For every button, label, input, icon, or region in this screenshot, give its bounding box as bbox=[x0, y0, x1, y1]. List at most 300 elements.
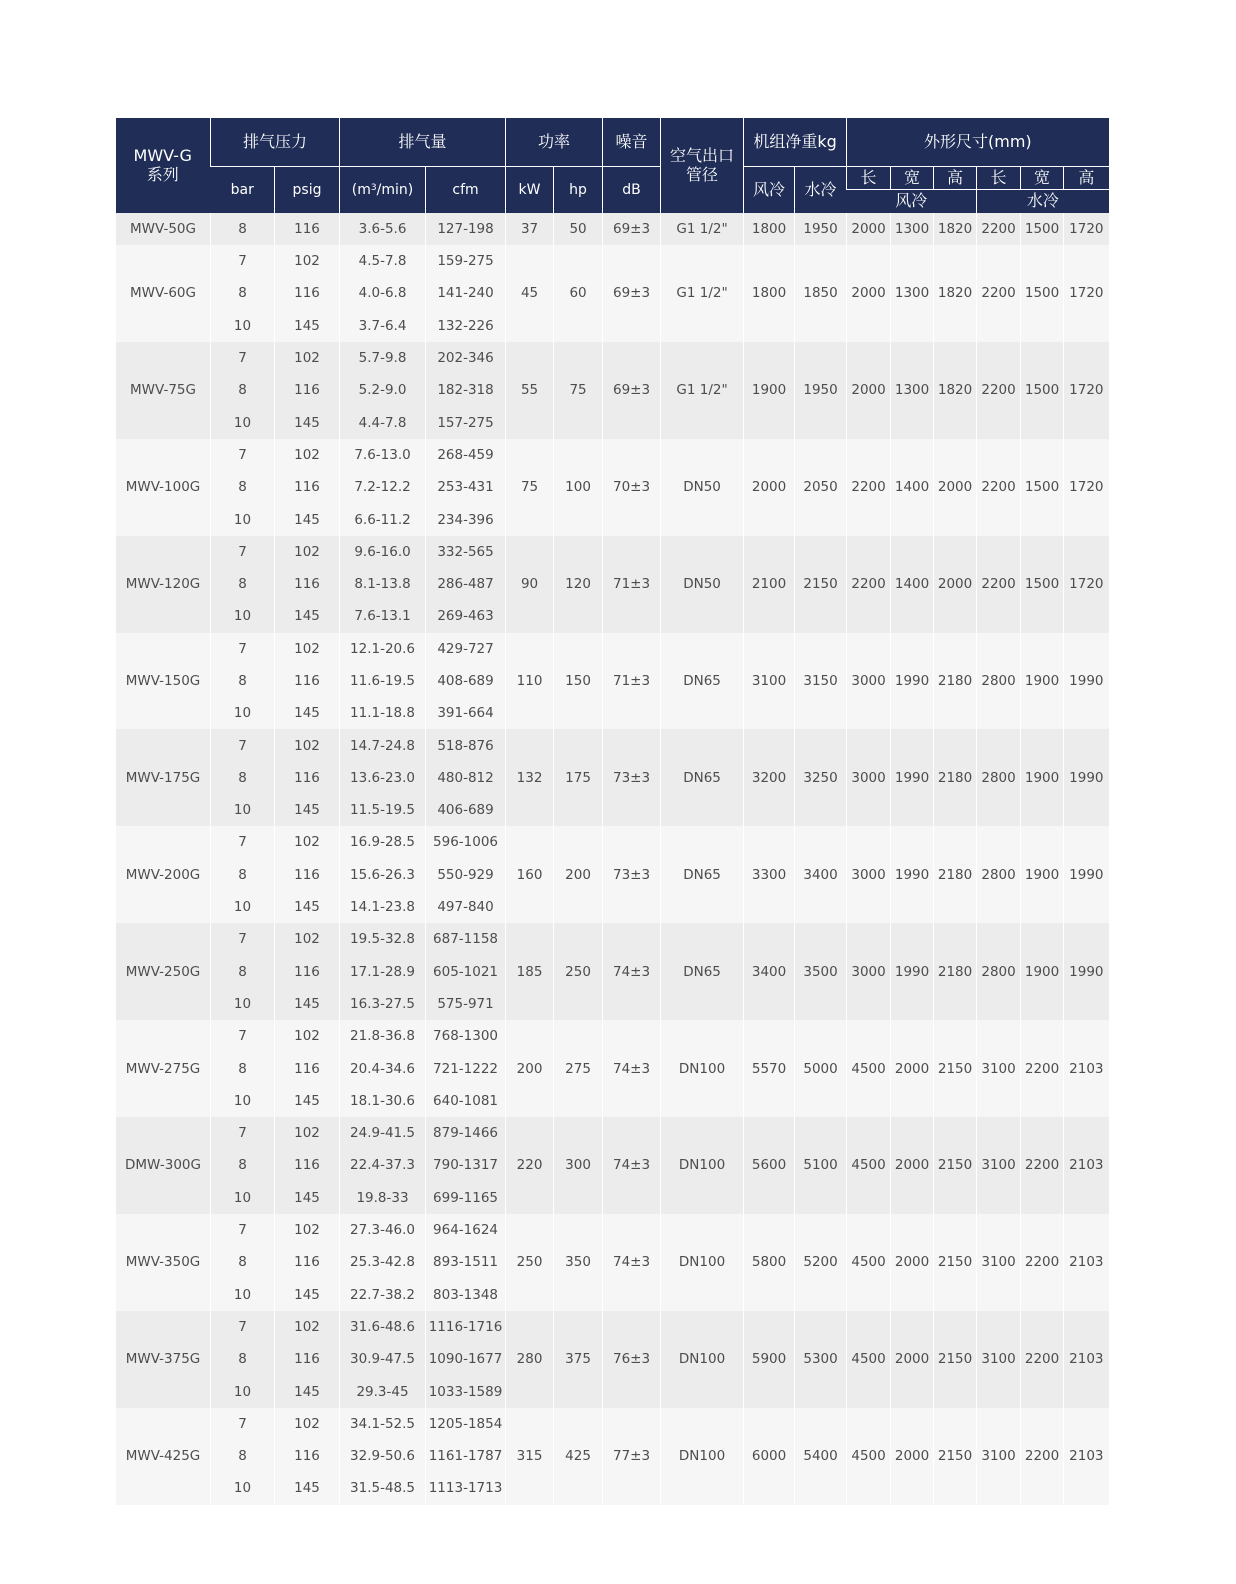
cell-kw: 90 bbox=[506, 536, 554, 633]
table-row bbox=[116, 923, 1109, 955]
cell-air-height: 2150 bbox=[934, 1214, 977, 1311]
cell-psig: 102 bbox=[275, 1020, 340, 1052]
cell-air-height: 2180 bbox=[934, 826, 977, 923]
cell-water-width: 1500 bbox=[1021, 536, 1064, 633]
flow-unit-sup: 3 bbox=[370, 182, 377, 193]
cell-air-width: 2000 bbox=[891, 1214, 934, 1311]
model-name: MWV-150G bbox=[116, 633, 211, 730]
cell-hp: 275 bbox=[554, 1020, 603, 1117]
cell-psig: 116 bbox=[275, 213, 340, 245]
model-name: MWV-375G bbox=[116, 1311, 211, 1408]
cell-flow-cfm: 1205-1854 bbox=[426, 1408, 506, 1440]
cell-air-width: 1990 bbox=[891, 633, 934, 730]
cell-noise: 71±3 bbox=[603, 633, 661, 730]
table-row bbox=[116, 439, 1109, 471]
cell-air-length: 2000 bbox=[847, 342, 891, 439]
cell-flow-cfm: 964-1624 bbox=[426, 1214, 506, 1246]
cell-flow-m3: 16.9-28.5 bbox=[340, 826, 426, 858]
cell-air-length: 2200 bbox=[847, 536, 891, 633]
cell-bar: 7 bbox=[211, 245, 275, 277]
cell-hp: 175 bbox=[554, 729, 603, 826]
cell-air-height: 2150 bbox=[934, 1117, 977, 1214]
cell-bar: 8 bbox=[211, 1149, 275, 1181]
cell-flow-m3: 8.1-13.8 bbox=[340, 568, 426, 600]
cell-kw: 45 bbox=[506, 245, 554, 342]
cell-psig: 145 bbox=[275, 1472, 340, 1504]
cell-air-height: 2180 bbox=[934, 633, 977, 730]
cell-psig: 145 bbox=[275, 1085, 340, 1117]
cell-weight-water: 5100 bbox=[795, 1117, 847, 1214]
cell-bar: 8 bbox=[211, 568, 275, 600]
cell-kw: 315 bbox=[506, 1408, 554, 1505]
model-group bbox=[116, 439, 1109, 536]
cell-bar: 7 bbox=[211, 633, 275, 665]
cell-water-height: 1990 bbox=[1064, 923, 1109, 1020]
cell-psig: 102 bbox=[275, 245, 340, 277]
cell-hp: 200 bbox=[554, 826, 603, 923]
cell-water-length: 3100 bbox=[977, 1214, 1021, 1311]
table-row bbox=[116, 633, 1109, 665]
cell-air-length: 2200 bbox=[847, 439, 891, 536]
cell-air-length: 3000 bbox=[847, 923, 891, 1020]
model-name: MWV-275G bbox=[116, 1020, 211, 1117]
cell-water-width: 2200 bbox=[1021, 1408, 1064, 1505]
cell-water-width: 1500 bbox=[1021, 439, 1064, 536]
cell-hp: 250 bbox=[554, 923, 603, 1020]
cell-psig: 116 bbox=[275, 1246, 340, 1278]
cell-flow-m3: 11.1-18.8 bbox=[340, 697, 426, 729]
cell-flow-cfm: 159-275 bbox=[426, 245, 506, 277]
cell-flow-m3: 9.6-16.0 bbox=[340, 536, 426, 568]
cell-hp: 300 bbox=[554, 1117, 603, 1214]
cell-bar: 7 bbox=[211, 1408, 275, 1440]
cell-flow-m3: 22.7-38.2 bbox=[340, 1279, 426, 1311]
cell-flow-m3: 17.1-28.9 bbox=[340, 956, 426, 988]
cell-hp: 425 bbox=[554, 1408, 603, 1505]
cell-flow-cfm: 332-565 bbox=[426, 536, 506, 568]
cell-kw: 220 bbox=[506, 1117, 554, 1214]
cell-water-width: 2200 bbox=[1021, 1214, 1064, 1311]
cell-water-length: 3100 bbox=[977, 1117, 1021, 1214]
cell-noise: 74±3 bbox=[603, 1214, 661, 1311]
header-db: dB bbox=[603, 167, 661, 214]
cell-psig: 102 bbox=[275, 923, 340, 955]
cell-air-length: 4500 bbox=[847, 1214, 891, 1311]
model-name: MWV-100G bbox=[116, 439, 211, 536]
cell-bar: 10 bbox=[211, 1472, 275, 1504]
cell-weight-water: 3150 bbox=[795, 633, 847, 730]
cell-flow-m3: 3.6-5.6 bbox=[340, 213, 426, 245]
cell-psig: 116 bbox=[275, 1343, 340, 1375]
cell-flow-cfm: 269-463 bbox=[426, 600, 506, 632]
cell-outlet: G1 1/2" bbox=[661, 213, 744, 245]
cell-water-height: 1990 bbox=[1064, 826, 1109, 923]
cell-bar: 10 bbox=[211, 1085, 275, 1117]
cell-flow-m3: 31.6-48.6 bbox=[340, 1311, 426, 1343]
header-psig: psig bbox=[275, 167, 340, 214]
cell-bar: 7 bbox=[211, 342, 275, 374]
cell-air-width: 1990 bbox=[891, 826, 934, 923]
model-group bbox=[116, 213, 1109, 245]
cell-flow-m3: 18.1-30.6 bbox=[340, 1085, 426, 1117]
header-noise: 噪音 bbox=[603, 118, 661, 167]
cell-outlet: DN50 bbox=[661, 536, 744, 633]
cell-flow-cfm: 497-840 bbox=[426, 891, 506, 923]
cell-bar: 8 bbox=[211, 277, 275, 309]
cell-water-length: 3100 bbox=[977, 1020, 1021, 1117]
cell-weight-air: 3100 bbox=[744, 633, 795, 730]
cell-bar: 10 bbox=[211, 406, 275, 438]
cell-outlet: DN65 bbox=[661, 633, 744, 730]
cell-water-length: 2200 bbox=[977, 536, 1021, 633]
header-flow-unit bbox=[340, 167, 426, 214]
cell-bar: 10 bbox=[211, 891, 275, 923]
cell-water-length: 2200 bbox=[977, 245, 1021, 342]
table-row bbox=[116, 1117, 1109, 1149]
cell-weight-air: 5800 bbox=[744, 1214, 795, 1311]
cell-flow-cfm: 1113-1713 bbox=[426, 1472, 506, 1504]
header-dim-air: 风冷 bbox=[847, 190, 977, 214]
cell-weight-water: 3250 bbox=[795, 729, 847, 826]
header-dim-water: 水冷 bbox=[977, 190, 1109, 214]
cell-flow-cfm: 268-459 bbox=[426, 439, 506, 471]
model-name: DMW-300G bbox=[116, 1117, 211, 1214]
model-name: MWV-120G bbox=[116, 536, 211, 633]
cell-noise: 73±3 bbox=[603, 729, 661, 826]
cell-weight-water: 3500 bbox=[795, 923, 847, 1020]
cell-noise: 69±3 bbox=[603, 245, 661, 342]
cell-flow-cfm: 790-1317 bbox=[426, 1149, 506, 1181]
cell-noise: 69±3 bbox=[603, 213, 661, 245]
cell-psig: 145 bbox=[275, 600, 340, 632]
table-header bbox=[116, 118, 1109, 213]
cell-water-height: 1720 bbox=[1064, 439, 1109, 536]
cell-outlet: DN65 bbox=[661, 826, 744, 923]
cell-air-height: 1820 bbox=[934, 245, 977, 342]
cell-psig: 116 bbox=[275, 1149, 340, 1181]
cell-weight-water: 2050 bbox=[795, 439, 847, 536]
cell-air-width: 2000 bbox=[891, 1117, 934, 1214]
header-power: 功率 bbox=[506, 118, 603, 167]
cell-psig: 102 bbox=[275, 1214, 340, 1246]
cell-bar: 10 bbox=[211, 988, 275, 1020]
model-group bbox=[116, 923, 1109, 1020]
header-air-length: 长 bbox=[847, 167, 891, 190]
cell-air-height: 2180 bbox=[934, 729, 977, 826]
cell-bar: 7 bbox=[211, 923, 275, 955]
cell-kw: 75 bbox=[506, 439, 554, 536]
cell-flow-cfm: 157-275 bbox=[426, 406, 506, 438]
cell-flow-cfm: 550-929 bbox=[426, 859, 506, 891]
cell-bar: 8 bbox=[211, 1052, 275, 1084]
cell-noise: 77±3 bbox=[603, 1408, 661, 1505]
header-weight-air: 风冷 bbox=[744, 167, 795, 214]
header-cfm: cfm bbox=[426, 167, 506, 214]
cell-psig: 145 bbox=[275, 1375, 340, 1407]
cell-hp: 150 bbox=[554, 633, 603, 730]
cell-noise: 74±3 bbox=[603, 923, 661, 1020]
cell-weight-water: 5400 bbox=[795, 1408, 847, 1505]
cell-water-width: 1500 bbox=[1021, 342, 1064, 439]
cell-flow-cfm: 391-664 bbox=[426, 697, 506, 729]
cell-flow-cfm: 518-876 bbox=[426, 729, 506, 761]
cell-air-height: 1820 bbox=[934, 342, 977, 439]
cell-weight-air: 3400 bbox=[744, 923, 795, 1020]
cell-flow-cfm: 879-1466 bbox=[426, 1117, 506, 1149]
cell-flow-cfm: 1033-1589 bbox=[426, 1375, 506, 1407]
cell-flow-m3: 14.7-24.8 bbox=[340, 729, 426, 761]
cell-water-length: 2800 bbox=[977, 923, 1021, 1020]
cell-bar: 7 bbox=[211, 1020, 275, 1052]
cell-psig: 116 bbox=[275, 665, 340, 697]
cell-psig: 145 bbox=[275, 794, 340, 826]
cell-bar: 7 bbox=[211, 439, 275, 471]
cell-flow-cfm: 182-318 bbox=[426, 374, 506, 406]
cell-flow-m3: 30.9-47.5 bbox=[340, 1343, 426, 1375]
cell-bar: 8 bbox=[211, 665, 275, 697]
flow-unit-suffix: /min) bbox=[376, 181, 414, 198]
cell-psig: 116 bbox=[275, 1052, 340, 1084]
cell-water-height: 1720 bbox=[1064, 213, 1109, 245]
cell-bar: 8 bbox=[211, 1343, 275, 1375]
cell-flow-cfm: 596-1006 bbox=[426, 826, 506, 858]
spec-table bbox=[115, 118, 1109, 1505]
model-group bbox=[116, 633, 1109, 730]
cell-noise: 70±3 bbox=[603, 439, 661, 536]
model-group bbox=[116, 1214, 1109, 1311]
cell-psig: 145 bbox=[275, 503, 340, 535]
cell-psig: 116 bbox=[275, 1440, 340, 1472]
cell-bar: 8 bbox=[211, 213, 275, 245]
model-name: MWV-200G bbox=[116, 826, 211, 923]
header-water-width: 宽 bbox=[1021, 167, 1064, 190]
cell-water-height: 2103 bbox=[1064, 1020, 1109, 1117]
cell-weight-air: 5600 bbox=[744, 1117, 795, 1214]
cell-air-height: 2180 bbox=[934, 923, 977, 1020]
cell-water-width: 1500 bbox=[1021, 213, 1064, 245]
header-outlet: 空气出口 管径 bbox=[661, 118, 744, 213]
cell-psig: 116 bbox=[275, 762, 340, 794]
cell-psig: 116 bbox=[275, 859, 340, 891]
table-row bbox=[116, 342, 1109, 374]
cell-water-width: 2200 bbox=[1021, 1020, 1064, 1117]
cell-air-height: 2000 bbox=[934, 439, 977, 536]
cell-psig: 145 bbox=[275, 406, 340, 438]
cell-flow-m3: 4.4-7.8 bbox=[340, 406, 426, 438]
model-group bbox=[116, 1311, 1109, 1408]
cell-psig: 116 bbox=[275, 374, 340, 406]
cell-flow-m3: 24.9-41.5 bbox=[340, 1117, 426, 1149]
cell-water-height: 1720 bbox=[1064, 536, 1109, 633]
cell-bar: 10 bbox=[211, 310, 275, 342]
cell-flow-m3: 21.8-36.8 bbox=[340, 1020, 426, 1052]
cell-psig: 116 bbox=[275, 956, 340, 988]
cell-noise: 74±3 bbox=[603, 1117, 661, 1214]
cell-water-length: 2800 bbox=[977, 633, 1021, 730]
cell-psig: 145 bbox=[275, 310, 340, 342]
cell-bar: 7 bbox=[211, 729, 275, 761]
cell-flow-m3: 7.6-13.0 bbox=[340, 439, 426, 471]
flow-unit-prefix: (m bbox=[351, 181, 371, 198]
cell-water-height: 2103 bbox=[1064, 1117, 1109, 1214]
cell-air-height: 1820 bbox=[934, 213, 977, 245]
cell-flow-m3: 27.3-46.0 bbox=[340, 1214, 426, 1246]
cell-flow-m3: 5.7-9.8 bbox=[340, 342, 426, 374]
cell-weight-air: 3200 bbox=[744, 729, 795, 826]
cell-outlet: DN100 bbox=[661, 1214, 744, 1311]
model-name: MWV-50G bbox=[116, 213, 211, 245]
cell-air-width: 2000 bbox=[891, 1020, 934, 1117]
header-dimensions: 外形尺寸(mm) bbox=[847, 118, 1109, 167]
cell-bar: 8 bbox=[211, 374, 275, 406]
cell-water-length: 2800 bbox=[977, 826, 1021, 923]
table-row bbox=[116, 1214, 1109, 1246]
cell-water-width: 1900 bbox=[1021, 633, 1064, 730]
cell-bar: 10 bbox=[211, 794, 275, 826]
cell-flow-cfm: 408-689 bbox=[426, 665, 506, 697]
cell-air-width: 2000 bbox=[891, 1311, 934, 1408]
cell-flow-cfm: 575-971 bbox=[426, 988, 506, 1020]
cell-noise: 76±3 bbox=[603, 1311, 661, 1408]
cell-flow-cfm: 1161-1787 bbox=[426, 1440, 506, 1472]
cell-flow-m3: 6.6-11.2 bbox=[340, 503, 426, 535]
cell-flow-m3: 34.1-52.5 bbox=[340, 1408, 426, 1440]
model-name: MWV-350G bbox=[116, 1214, 211, 1311]
cell-air-length: 4500 bbox=[847, 1020, 891, 1117]
header-weight: 机组净重kg bbox=[744, 118, 847, 167]
cell-bar: 7 bbox=[211, 536, 275, 568]
model-group bbox=[116, 245, 1109, 342]
cell-psig: 102 bbox=[275, 439, 340, 471]
cell-bar: 8 bbox=[211, 762, 275, 794]
model-group bbox=[116, 1020, 1109, 1117]
cell-hp: 120 bbox=[554, 536, 603, 633]
cell-flow-cfm: 640-1081 bbox=[426, 1085, 506, 1117]
cell-air-length: 4500 bbox=[847, 1311, 891, 1408]
header-hp: hp bbox=[554, 167, 603, 214]
cell-weight-air: 1800 bbox=[744, 245, 795, 342]
cell-psig: 102 bbox=[275, 729, 340, 761]
cell-weight-water: 5000 bbox=[795, 1020, 847, 1117]
header-air-width: 宽 bbox=[891, 167, 934, 190]
cell-flow-m3: 7.6-13.1 bbox=[340, 600, 426, 632]
cell-bar: 7 bbox=[211, 1214, 275, 1246]
cell-flow-m3: 25.3-42.8 bbox=[340, 1246, 426, 1278]
cell-air-width: 1300 bbox=[891, 245, 934, 342]
cell-water-width: 1500 bbox=[1021, 245, 1064, 342]
cell-bar: 8 bbox=[211, 1246, 275, 1278]
cell-air-length: 3000 bbox=[847, 729, 891, 826]
header-water-height: 高 bbox=[1064, 167, 1109, 190]
cell-outlet: DN100 bbox=[661, 1020, 744, 1117]
cell-air-length: 2000 bbox=[847, 213, 891, 245]
cell-outlet: G1 1/2" bbox=[661, 245, 744, 342]
header-air-height: 高 bbox=[934, 167, 977, 190]
cell-flow-cfm: 605-1021 bbox=[426, 956, 506, 988]
cell-water-width: 1900 bbox=[1021, 923, 1064, 1020]
cell-air-height: 2150 bbox=[934, 1020, 977, 1117]
cell-flow-m3: 11.5-19.5 bbox=[340, 794, 426, 826]
cell-hp: 375 bbox=[554, 1311, 603, 1408]
cell-weight-water: 2150 bbox=[795, 536, 847, 633]
cell-outlet: DN65 bbox=[661, 729, 744, 826]
table-row bbox=[116, 729, 1109, 761]
cell-psig: 145 bbox=[275, 891, 340, 923]
cell-psig: 102 bbox=[275, 342, 340, 374]
model-name: MWV-60G bbox=[116, 245, 211, 342]
cell-flow-m3: 12.1-20.6 bbox=[340, 633, 426, 665]
cell-kw: 280 bbox=[506, 1311, 554, 1408]
model-group bbox=[116, 536, 1109, 633]
cell-weight-water: 5200 bbox=[795, 1214, 847, 1311]
cell-noise: 74±3 bbox=[603, 1020, 661, 1117]
cell-air-length: 3000 bbox=[847, 826, 891, 923]
cell-flow-cfm: 429-727 bbox=[426, 633, 506, 665]
cell-flow-m3: 15.6-26.3 bbox=[340, 859, 426, 891]
table-row bbox=[116, 536, 1109, 568]
cell-weight-air: 3300 bbox=[744, 826, 795, 923]
header-series: MWV-G 系列 bbox=[116, 118, 211, 213]
header-pressure: 排气压力 bbox=[211, 118, 340, 167]
cell-air-width: 1300 bbox=[891, 213, 934, 245]
cell-water-width: 1900 bbox=[1021, 729, 1064, 826]
header-flow: 排气量 bbox=[340, 118, 506, 167]
cell-bar: 10 bbox=[211, 1375, 275, 1407]
cell-kw: 250 bbox=[506, 1214, 554, 1311]
cell-water-length: 2200 bbox=[977, 342, 1021, 439]
cell-bar: 10 bbox=[211, 503, 275, 535]
cell-water-length: 2200 bbox=[977, 439, 1021, 536]
cell-air-length: 3000 bbox=[847, 633, 891, 730]
header-weight-water: 水冷 bbox=[795, 167, 847, 214]
model-name: MWV-75G bbox=[116, 342, 211, 439]
cell-weight-water: 5300 bbox=[795, 1311, 847, 1408]
cell-psig: 102 bbox=[275, 1408, 340, 1440]
cell-water-length: 3100 bbox=[977, 1408, 1021, 1505]
cell-air-width: 1990 bbox=[891, 923, 934, 1020]
cell-bar: 8 bbox=[211, 471, 275, 503]
cell-water-height: 1990 bbox=[1064, 729, 1109, 826]
cell-hp: 50 bbox=[554, 213, 603, 245]
cell-psig: 102 bbox=[275, 536, 340, 568]
cell-flow-m3: 32.9-50.6 bbox=[340, 1440, 426, 1472]
cell-water-height: 1720 bbox=[1064, 245, 1109, 342]
cell-outlet: G1 1/2" bbox=[661, 342, 744, 439]
cell-psig: 102 bbox=[275, 1311, 340, 1343]
cell-bar: 10 bbox=[211, 1279, 275, 1311]
cell-flow-cfm: 132-226 bbox=[426, 310, 506, 342]
cell-flow-cfm: 406-689 bbox=[426, 794, 506, 826]
cell-water-width: 2200 bbox=[1021, 1311, 1064, 1408]
cell-flow-cfm: 721-1222 bbox=[426, 1052, 506, 1084]
cell-flow-cfm: 699-1165 bbox=[426, 1182, 506, 1214]
cell-flow-cfm: 893-1511 bbox=[426, 1246, 506, 1278]
cell-bar: 10 bbox=[211, 1182, 275, 1214]
cell-flow-cfm: 687-1158 bbox=[426, 923, 506, 955]
cell-air-width: 2000 bbox=[891, 1408, 934, 1505]
cell-flow-cfm: 480-812 bbox=[426, 762, 506, 794]
cell-flow-m3: 22.4-37.3 bbox=[340, 1149, 426, 1181]
model-group bbox=[116, 342, 1109, 439]
cell-flow-cfm: 202-346 bbox=[426, 342, 506, 374]
cell-psig: 102 bbox=[275, 633, 340, 665]
cell-flow-m3: 31.5-48.5 bbox=[340, 1472, 426, 1504]
cell-bar: 7 bbox=[211, 1311, 275, 1343]
cell-air-length: 4500 bbox=[847, 1117, 891, 1214]
cell-water-length: 3100 bbox=[977, 1311, 1021, 1408]
table-row bbox=[116, 1311, 1109, 1343]
cell-psig: 145 bbox=[275, 1182, 340, 1214]
